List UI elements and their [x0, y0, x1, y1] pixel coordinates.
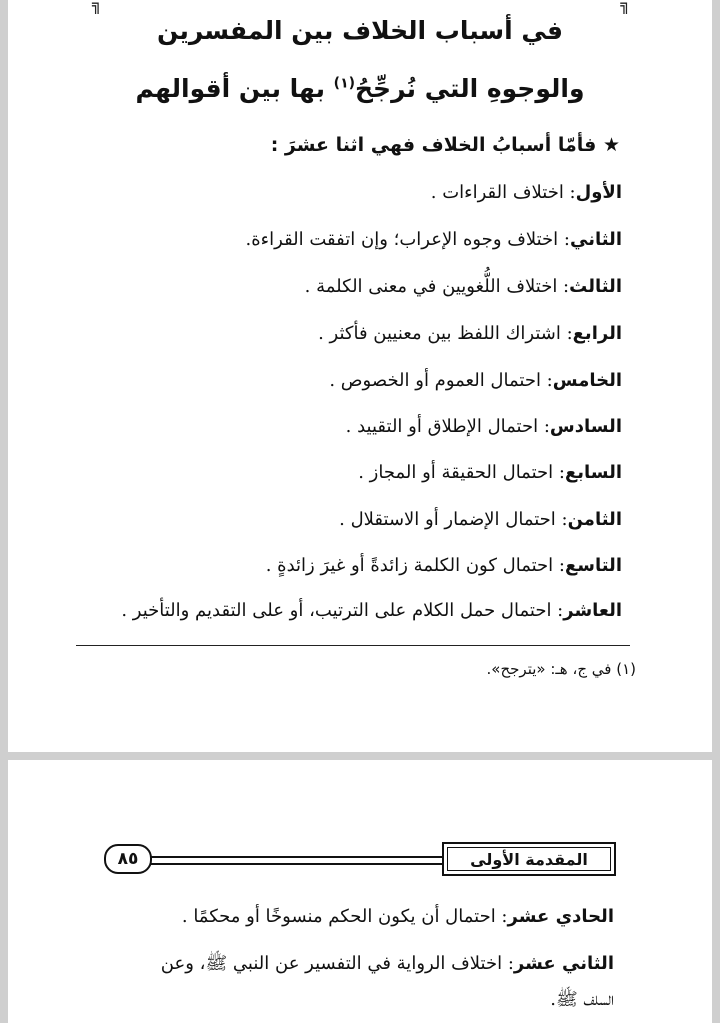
list-item — [358, 462, 622, 483]
book-page-upper — [8, 0, 712, 752]
item-label: الثالث — [569, 276, 622, 297]
list-item — [346, 416, 622, 437]
list-item — [161, 952, 614, 978]
footnote-reference: (١) — [333, 75, 356, 92]
item-label: الثاني عشر — [513, 953, 614, 974]
header-title-box: المقدمة الأولى — [442, 842, 616, 876]
item-text: : اختلاف القراءات . — [430, 182, 576, 203]
header-rule — [144, 856, 446, 858]
item-label: السابع — [564, 462, 622, 483]
corner-mark-left: ╗ — [92, 0, 102, 14]
list-item — [246, 229, 622, 250]
item-label: الرابع — [572, 323, 622, 344]
item-text: : احتمال العموم أو الخصوص . — [329, 370, 553, 391]
list-item — [266, 555, 622, 576]
item-label: الثامن — [567, 509, 622, 530]
list-item — [339, 509, 622, 530]
item-label: التاسع — [564, 555, 622, 576]
item-text: : اختلاف وجوه الإعراب؛ وإن اتفقت القراءة. — [245, 229, 570, 250]
chapter-title-line-1: في أسباب الخلاف بين المفسرين — [156, 16, 564, 45]
list-item — [318, 323, 622, 344]
item-text: : احتمال أن يكون الحكم منسوخًا أو محكمًا . — [181, 906, 508, 927]
item-label: العاشر — [563, 600, 622, 621]
corner-mark-right: ╗ — [620, 0, 630, 14]
header-rule — [144, 863, 446, 865]
item-text: : احتمال الحقيقة أو المجاز . — [358, 462, 565, 483]
item-label: الثاني — [569, 229, 622, 250]
item-label: الحادي عشر — [507, 906, 614, 927]
footnote-divider — [76, 645, 630, 646]
list-item — [329, 370, 622, 391]
item-text: : احتمال الإضمار أو الاستقلال . — [339, 509, 568, 530]
item-text: : اختلاف اللُّغويين في معنى الكلمة . — [304, 276, 570, 297]
list-item-continuation: السلف ﷺ. — [550, 989, 614, 1010]
title-part-1: والوجوهِ التي نُرجِّحُ — [355, 74, 585, 103]
list-item — [182, 906, 614, 927]
book-page-lower — [8, 760, 712, 1023]
list-item — [121, 600, 622, 621]
list-item — [305, 276, 622, 297]
intro-line: ★ فأمّا أسبابُ الخلاف فهي اثنا عشرَ : — [270, 134, 620, 156]
item-label: الأول — [575, 182, 622, 203]
item-text: : اشتراك اللفظ بين معنيين فأكثر . — [318, 323, 573, 344]
item-text: : احتمال كون الكلمة زائدةً أو غيرَ زائدةٍ . — [265, 555, 565, 576]
item-label: الخامس — [552, 370, 622, 391]
item-text: : اختلاف الرواية في التفسير عن النبي ﷺ، وعن — [160, 953, 514, 974]
chapter-title-line-2 — [8, 74, 712, 103]
page-number: ٨٥ — [104, 844, 152, 874]
footnote: (١) في ج، هـ: «يترجح». — [486, 660, 636, 678]
title-part-2: بها بين أقوالهم — [135, 74, 325, 103]
item-text: : احتمال حمل الكلام على الترتيب، أو على التقديم والتأخير . — [121, 600, 564, 621]
item-text: : احتمال الإطلاق أو التقييد . — [345, 416, 550, 437]
running-header — [104, 842, 616, 880]
item-label: السادس — [549, 416, 622, 437]
list-item — [431, 182, 622, 203]
